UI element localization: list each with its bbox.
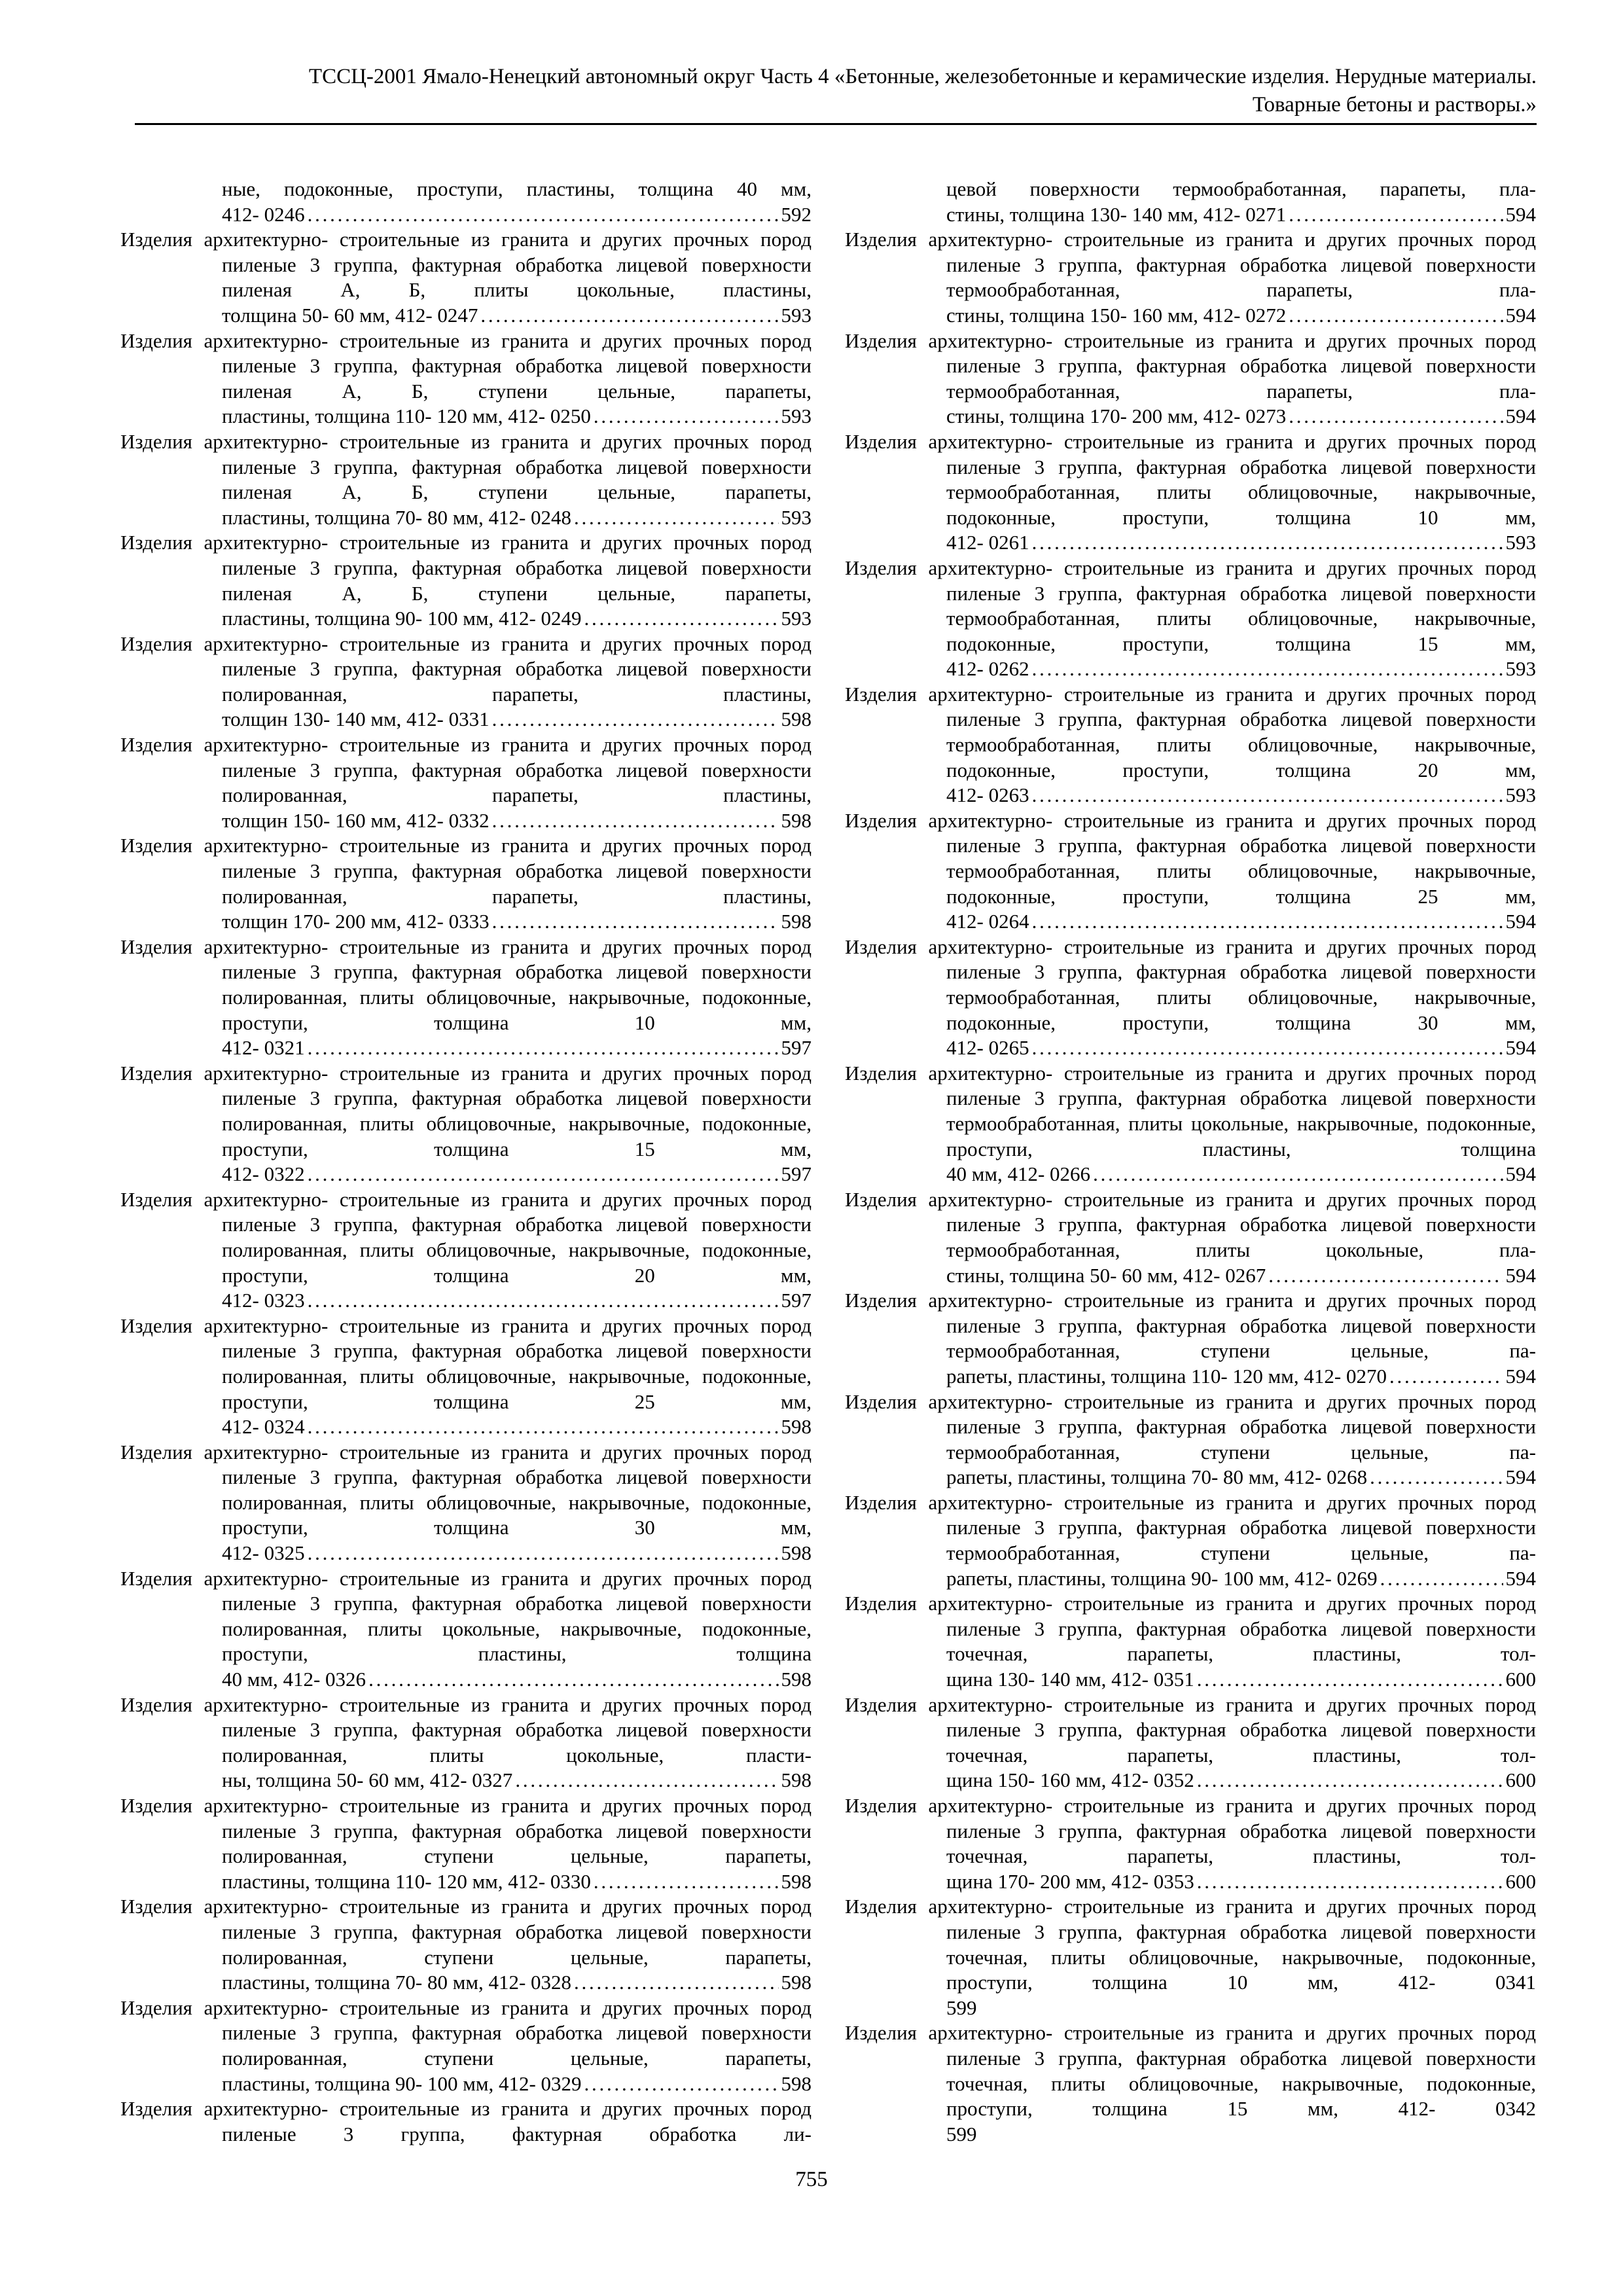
entry-head: Изделия [845,1061,917,1085]
entry-head: Изделия [120,329,192,352]
dot-leader [308,202,779,228]
dot-leader [308,1541,779,1566]
entry-last-line [946,1566,1536,1592]
entry-code: пластины, толщина 90- 100 мм, 412- 0329 [222,2072,582,2095]
entry-code: стины, толщина 50- 60 мм, 412- 0267 [946,1263,1266,1287]
entry-code: 412- 0263 [946,783,1029,807]
entry-code: рапеты, пластины, толщина 70- 80 мм, 412- 0268 [946,1465,1368,1489]
entry-text: архитектурно- строительные из гранита и других прочных пород пиленые 3 группа, фактурная обработка лицевой поверхности полированная, плиты облицовочные, накрывочные, подоконные, проступи, толщина 20 мм, [204,1187,812,1287]
index-entry [120,1061,812,1187]
entry-text: архитектурно- строительные из гранита и других прочных пород пиленые 3 группа, фактурная обработка лицевой поверхности полированная, ступени цельные, парапеты, [204,1996,812,2070]
entry-text: архитектурно- строительные из гранита и других прочных пород пиленые 3 группа, фактурная обработка лицевой поверхности полированная, ступени цельные, парапеты, [204,1794,812,1868]
entry-page-number: 597 [781,1289,812,1312]
entry-text: архитектурно- строительные из гранита и других прочных пород пиленые 3 группа, фактурная обработка лицевой поверхности полированная, плиты облицовочные, накрывочные, подоконные, проступи, толщина 10 мм, [204,935,812,1034]
entry-head: Изделия [120,2097,192,2121]
entry-page-number: 593 [781,505,812,529]
entry-code: ны, толщина 50- 60 мм, 412- 0327 [222,1768,513,1792]
entry-last-line [222,2072,812,2097]
entry-last-line [946,1996,1536,2021]
index-entry [120,1894,812,1995]
index-entry [120,530,812,631]
entry-last-line [222,1414,812,1440]
dot-leader [584,2072,779,2097]
entry-text: архитектурно- строительные из гранита и других прочных пород пиленые 3 группа, фактурная обработка лицевой поверхности полированная, плиты цокольные, пласти- [204,1693,812,1767]
dot-leader [1197,1768,1503,1793]
entry-last-line [946,303,1536,329]
entry-text: архитектурно- строительные из гранита и других прочных пород пиленые 3 группа, фактурная обработка лицевой поверхности полированная, плиты облицовочные, накрывочные, подоконные, проступи, толщина 15 мм, [204,1061,812,1160]
entry-text: архитектурно- строительные из гранита и других прочных пород пиленые 3 группа, фактурная обработка лицевой поверхности термообработанная, плиты облицовочные, накрывочные, подоконные, проступи, толщина 10 мм, [928,429,1536,529]
dot-leader [1289,202,1503,228]
entry-page-number: 600 [1505,1668,1536,1691]
entry-page-ref: 599 [946,2122,977,2145]
entry-last-line [222,808,812,834]
entry-page-number: 600 [1505,1869,1536,1893]
dot-leader [515,1768,778,1793]
entry-page-number: 593 [1505,531,1536,554]
index-entry [120,329,812,429]
running-header [135,63,1537,125]
entry-page-number: 593 [781,404,812,428]
entry-text: архитектурно- строительные из гранита и других прочных пород пиленые 3 группа, фактурная обработка лицевой поверхности термообработанная, парапеты, пла- [928,329,1536,403]
entry-page-number: 598 [781,1768,812,1792]
entry-code: 40 мм, 412- 0266 [946,1162,1091,1186]
entry-code: толщин 130- 140 мм, 412- 0331 [222,708,490,731]
entry-head: Изделия [120,1314,192,1337]
index-entry [120,632,812,732]
dot-leader [1289,404,1503,429]
entry-text: архитектурно- строительные из гранита и других прочных пород пиленые 3 группа, фактурная обработка лицевой поверхности термообработанная, ступени цельные, па- [928,1289,1536,1363]
index-entry [845,1490,1536,1591]
entry-code: 412- 0246 [222,202,305,226]
entry-last-line [946,1263,1536,1289]
index-entry [845,1061,1536,1187]
entry-text: архитектурно- строительные из гранита и других прочных пород пиленые 3 группа, фактурная обработка лицевой поверхности точечная, парапеты, пластины, тол- [928,1693,1536,1767]
entry-last-line [946,1162,1536,1187]
entry-page-number: 594 [1505,1036,1536,1060]
entry-text: архитектурно- строительные из гранита и других прочных пород пиленые 3 группа, фактурная обработка лицевой поверхности полированная, плиты облицовочные, накрывочные, подоконные, проступи, толщина 25 мм, [204,1314,812,1413]
entry-last-line [946,656,1536,682]
entry-code: стины, толщина 170- 200 мм, 412- 0273 [946,404,1287,428]
index-entry [845,177,1536,227]
entry-page-number: 594 [1505,1162,1536,1186]
entry-last-line [222,1288,812,1314]
index-entry [845,1693,1536,1793]
entry-text: архитектурно- строительные из гранита и других прочных пород пиленые 3 группа, фактурная обработка лицевой поверхности точечная, парапеты, пластины, тол- [928,1592,1536,1666]
entry-text: цевой поверхности термообработанная, парапеты, пла- [946,177,1536,200]
index-entry [120,227,812,328]
entry-head: Изделия [845,429,917,453]
entry-text: архитектурно- строительные из гранита и других прочных пород пиленые 3 группа, фактурная обработка лицевой поверхности пиленая А, Б, плиты цокольные, пластины, [204,228,812,302]
entry-text: архитектурно- строительные из гранита и других прочных пород пиленые 3 группа, фактурная обработка лицевой поверхности пиленая А, Б, ступени цельные, парапеты, [204,329,812,403]
entry-page-number: 594 [1505,1364,1536,1388]
entry-text: архитектурно- строительные из гранита и других прочных пород пиленые 3 группа, фактурная обработка лицевой поверхности полированная, парапеты, пластины, [204,733,812,807]
entry-code: щина 170- 200 мм, 412- 0353 [946,1869,1194,1893]
entry-page-number: 594 [1505,404,1536,428]
left-column [120,177,812,2147]
entry-code: 412- 0324 [222,1415,305,1439]
entry-last-line [222,1035,812,1061]
dot-leader [594,404,779,429]
index-entry [845,808,1536,935]
entry-code: 412- 0321 [222,1036,305,1060]
index-entry [120,1793,812,1894]
entry-text: архитектурно- строительные из гранита и других прочных пород пиленые 3 группа, фактурная обработка лицевой поверхности пиленая А, Б, ступени цельные, парапеты, [204,531,812,605]
dot-leader [1032,783,1503,808]
entry-last-line [946,1465,1536,1490]
index-entry [845,682,1536,808]
entry-page-number: 598 [781,1541,812,1565]
entry-text: архитектурно- строительные из гранита и других прочных пород пиленые 3 группа, фактурная обработка лицевой поверхности точечная, плиты облицовочные, накрывочные, подоконные, проступи, толщина 15 мм, 412- 0342 [928,2021,1536,2121]
entry-text: архитектурно- строительные из гранита и других прочных пород пиленые 3 группа, фактурная обработка лицевой поверхности термообработанная, плиты облицовочные, накрывочные, подоконные, проступи, толщина 15 мм, [928,556,1536,655]
entry-text: архитектурно- строительные из гранита и других прочных пород пиленые 3 группа, фактурная обработка ли- [204,2097,812,2145]
entry-head: Изделия [120,1693,192,1716]
entry-code: толщина 50- 60 мм, 412- 0247 [222,303,478,327]
entry-code: стины, толщина 150- 160 мм, 412- 0272 [946,303,1287,327]
entry-head: Изделия [845,2021,917,2045]
index-entry [845,1591,1536,1692]
entry-head: Изделия [120,1996,192,2019]
entry-page-number: 597 [781,1036,812,1060]
entry-code: 40 мм, 412- 0326 [222,1668,366,1691]
index-entry [120,1187,812,1314]
dot-leader [1370,1465,1503,1490]
dot-leader [1289,303,1503,329]
entry-page-ref: 599 [946,1996,977,2019]
entry-head: Изделия [845,556,917,579]
entry-text: архитектурно- строительные из гранита и других прочных пород пиленые 3 группа, фактурная обработка лицевой поверхности полированная, парапеты, пластины, [204,632,812,706]
header-line-2: Товарные бетоны и растворы.» [1252,93,1537,117]
entry-page-number: 592 [781,202,812,226]
entry-page-number: 594 [1505,1566,1536,1590]
entry-text: архитектурно- строительные из гранита и других прочных пород пиленые 3 группа, фактурная обработка лицевой поверхности полированная, парапеты, пластины, [204,834,812,908]
entry-page-number: 598 [781,2072,812,2095]
dot-leader [1389,1364,1503,1390]
index-entry [845,1390,1536,1490]
entry-page-number: 593 [781,607,812,630]
entry-code: пластины, толщина 90- 100 мм, 412- 0249 [222,607,582,630]
index-entry [845,227,1536,328]
entry-text: архитектурно- строительные из гранита и других прочных пород пиленые 3 группа, фактурная обработка лицевой поверхности полированная, плиты цокольные, накрывочные, подоконные, проступи, пластины, толщина [204,1566,812,1666]
entry-last-line [222,202,812,228]
entry-code: 412- 0325 [222,1541,305,1565]
entry-head: Изделия [845,1390,917,1413]
dot-leader [492,909,779,935]
dot-leader [308,1162,779,1187]
entry-text: архитектурно- строительные из гранита и других прочных пород пиленые 3 группа, фактурная обработка лицевой поверхности термообработанная, плиты облицовочные, накрывочные, подоконные, проступи, толщина 25 мм, [928,808,1536,908]
entry-head: Изделия [120,1187,192,1211]
index-entry [120,1693,812,1793]
dot-leader [368,1667,778,1693]
entry-head: Изделия [845,935,917,958]
entry-head: Изделия [845,228,917,251]
entry-page-number: 600 [1505,1768,1536,1792]
index-entry [120,2096,812,2147]
entry-head: Изделия [120,1895,192,1918]
entry-text: архитектурно- строительные из гранита и других прочных пород пиленые 3 группа, фактурная обработка лицевой поверхности полированная, ступени цельные, парапеты, [204,1895,812,1969]
index-entry [845,1793,1536,1894]
entry-code: 412- 0264 [946,910,1029,933]
entry-code: пластины, толщина 110- 120 мм, 412- 0330 [222,1869,591,1893]
index-entry [120,732,812,833]
entry-head: Изделия [120,1794,192,1817]
dot-leader [1268,1263,1503,1289]
entry-page-number: 594 [1505,202,1536,226]
entry-text: архитектурно- строительные из гранита и других прочных пород пиленые 3 группа, фактурная обработка лицевой поверхности термообработанная, плиты цокольные, накрывочные, подоконные, проступи, пластины, толщина [928,1061,1536,1160]
entry-page-number: 593 [1505,783,1536,807]
entry-last-line [222,1869,812,1895]
entry-head: Изделия [120,632,192,655]
dot-leader [1032,909,1503,935]
entry-last-line [222,1541,812,1566]
entry-last-line [222,606,812,632]
entry-text: архитектурно- строительные из гранита и других прочных пород пиленые 3 группа, фактурная обработка лицевой поверхности термообработанная, плиты облицовочные, накрывочные, подоконные, проступи, толщина 30 мм, [928,935,1536,1034]
entry-head: Изделия [845,808,917,832]
dot-leader [308,1288,779,1314]
dot-leader [492,808,779,834]
entry-page-number: 594 [1505,1263,1536,1287]
index-entry [120,833,812,934]
entry-last-line [946,1869,1536,1895]
index-entry [845,429,1536,556]
dot-leader [594,1869,779,1895]
entry-last-line [946,404,1536,429]
index-entry [120,1996,812,2096]
entry-last-line [946,2122,1536,2147]
entry-page-number: 594 [1505,910,1536,933]
entry-last-line [222,909,812,935]
entry-code: пластины, толщина 70- 80 мм, 412- 0328 [222,1971,572,1994]
dot-leader [1032,1035,1503,1061]
entry-last-line [946,1035,1536,1061]
entry-page-number: 598 [781,708,812,731]
entry-last-line [946,202,1536,228]
entry-head: Изделия [120,531,192,554]
index-entry [845,935,1536,1061]
entry-head: Изделия [845,1895,917,1918]
entry-code: стины, толщина 130- 140 мм, 412- 0271 [946,202,1287,226]
entry-page-number: 598 [781,1869,812,1893]
dot-leader [574,1970,778,1996]
entry-code: толщин 170- 200 мм, 412- 0333 [222,910,490,933]
header-line-1: ТССЦ-2001 Ямало-Ненецкий автономный округ Часть 4 «Бетонные, железобетонные и керамические изделия. Нерудные материалы. [308,65,1537,88]
entry-code: пластины, толщина 110- 120 мм, 412- 0250 [222,404,591,428]
entry-page-number: 597 [781,1162,812,1186]
entry-page-number: 598 [781,910,812,933]
entry-last-line [222,1768,812,1793]
index-entry [120,1566,812,1693]
entry-last-line [946,783,1536,808]
dot-leader [1032,656,1503,682]
index-entry [845,1187,1536,1288]
entry-text: архитектурно- строительные из гранита и других прочных пород пиленые 3 группа, фактурная обработка лицевой поверхности полированная, плиты облицовочные, накрывочные, подоконные, проступи, толщина 30 мм, [204,1440,812,1539]
entry-page-number: 598 [781,1668,812,1691]
entry-page-number: 594 [1505,1465,1536,1489]
entry-last-line [946,1667,1536,1693]
index-entry [845,1288,1536,1389]
entry-head: Изделия [845,1592,917,1615]
dot-leader [308,1035,779,1061]
entry-head: Изделия [845,1289,917,1312]
index-entry [845,556,1536,682]
entry-code: 412- 0323 [222,1289,305,1312]
entry-page-number: 593 [781,303,812,327]
entry-head: Изделия [120,733,192,757]
dot-leader [1197,1869,1503,1895]
entry-code: рапеты, пластины, толщина 110- 120 мм, 412- 0270 [946,1364,1387,1388]
entry-last-line [222,1162,812,1187]
entry-head: Изделия [845,329,917,352]
dot-leader [1380,1566,1503,1592]
index-entry [120,1314,812,1440]
entry-text: архитектурно- строительные из гранита и других прочных пород пиленые 3 группа, фактурная обработка лицевой поверхности пиленая А, Б, ступени цельные, парапеты, [204,429,812,504]
index-entry [845,329,1536,429]
entry-page-number: 593 [1505,657,1536,681]
entry-code: 412- 0265 [946,1036,1029,1060]
entry-page-number: 598 [781,808,812,832]
entry-head: Изделия [845,1794,917,1817]
entry-text: архитектурно- строительные из гранита и других прочных пород пиленые 3 группа, фактурная обработка лицевой поверхности точечная, парапеты, пластины, тол- [928,1794,1536,1868]
entry-last-line [222,404,812,429]
entry-last-line [946,530,1536,556]
entry-text: ные, подоконные, проступи, пластины, толщина 40 мм, [222,177,812,200]
entry-last-line [222,303,812,329]
entry-code: 412- 0262 [946,657,1029,681]
dot-leader [574,505,778,531]
entry-head: Изделия [845,1693,917,1716]
entry-last-line [222,707,812,732]
entry-head: Изделия [120,1440,192,1463]
entry-code: толщин 150- 160 мм, 412- 0332 [222,808,490,832]
entry-code: 412- 0261 [946,531,1029,554]
entry-head: Изделия [845,1187,917,1211]
dot-leader [1032,530,1503,556]
right-column [845,177,1536,2147]
entry-code: щина 130- 140 мм, 412- 0351 [946,1668,1194,1691]
entry-head: Изделия [845,1490,917,1514]
entry-page-number: 598 [781,1415,812,1439]
entry-code: пластины, толщина 70- 80 мм, 412- 0248 [222,505,572,529]
entry-head: Изделия [120,834,192,857]
entry-head: Изделия [120,1566,192,1590]
entry-head: Изделия [120,228,192,251]
entry-last-line [222,1667,812,1693]
entry-last-line [946,909,1536,935]
entry-page-number: 594 [1505,303,1536,327]
entry-head: Изделия [120,1061,192,1085]
entry-head: Изделия [845,682,917,706]
entry-code: рапеты, пластины, толщина 90- 100 мм, 412- 0269 [946,1566,1378,1590]
page-number: 755 [795,2168,828,2191]
dot-leader [480,303,778,329]
entry-text: архитектурно- строительные из гранита и других прочных пород пиленые 3 группа, фактурная обработка лицевой поверхности термообработанная, ступени цельные, па- [928,1390,1536,1463]
entry-last-line [222,505,812,531]
entry-head: Изделия [120,935,192,958]
index-entry [120,1440,812,1566]
entry-text: архитектурно- строительные из гранита и других прочных пород пиленые 3 группа, фактурная обработка лицевой поверхности термообработанная, плиты цокольные, пла- [928,1187,1536,1261]
index-entry [120,177,812,227]
entry-page-number: 598 [781,1971,812,1994]
dot-leader [308,1414,779,1440]
dot-leader [584,606,779,632]
dot-leader [1197,1667,1503,1693]
entry-last-line [946,1364,1536,1390]
index-entry [845,1894,1536,2020]
entry-text: архитектурно- строительные из гранита и других прочных пород пиленые 3 группа, фактурная обработка лицевой поверхности термообработанная, парапеты, пла- [928,228,1536,302]
entry-code: 412- 0322 [222,1162,305,1186]
dot-leader [1093,1162,1503,1187]
index-entry [845,2020,1536,2147]
index-entry [120,935,812,1061]
entry-head: Изделия [120,429,192,453]
dot-leader [492,707,779,732]
index-entry [120,429,812,530]
entry-text: архитектурно- строительные из гранита и других прочных пород пиленые 3 группа, фактурная обработка лицевой поверхности термообработанная, плиты облицовочные, накрывочные, подоконные, проступи, толщина 20 мм, [928,682,1536,781]
entry-last-line [946,1768,1536,1793]
entry-text: архитектурно- строительные из гранита и других прочных пород пиленые 3 группа, фактурная обработка лицевой поверхности точечная, плиты облицовочные, накрывочные, подоконные, проступи, толщина 10 мм, 412- 0341 [928,1895,1536,1994]
entry-code: щина 150- 160 мм, 412- 0352 [946,1768,1194,1792]
entry-text: архитектурно- строительные из гранита и других прочных пород пиленые 3 группа, фактурная обработка лицевой поверхности термообработанная, ступени цельные, па- [928,1490,1536,1565]
entry-last-line [222,1970,812,1996]
